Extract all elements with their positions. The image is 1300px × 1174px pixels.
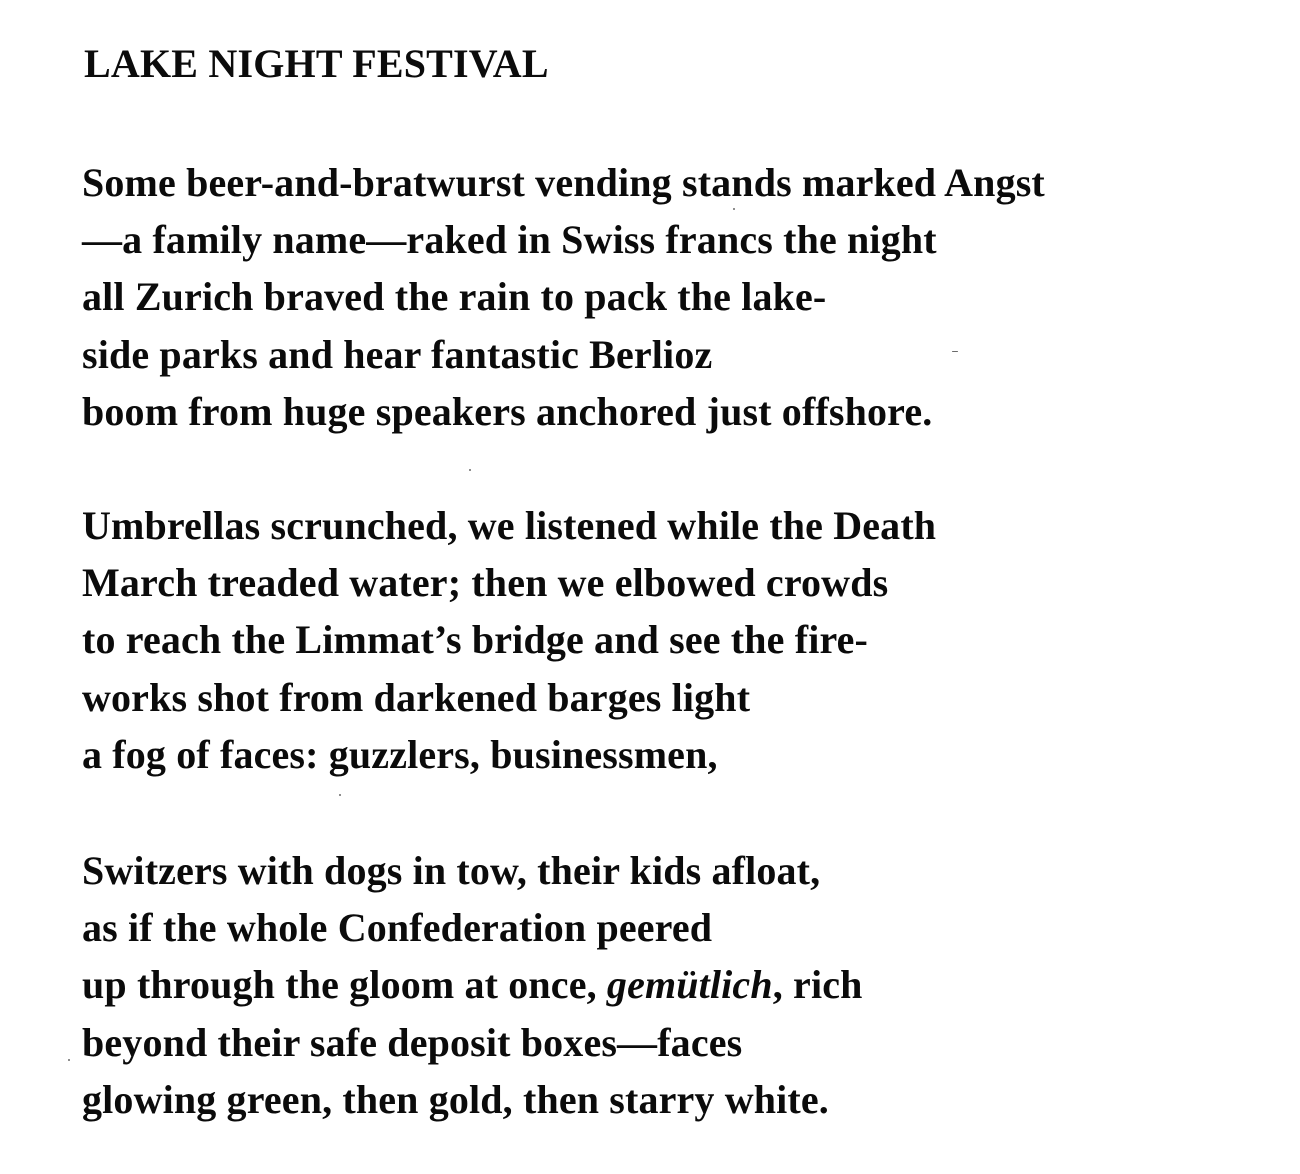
- italic-word: gemütlich: [606, 962, 773, 1008]
- scan-speck: [952, 351, 958, 352]
- poem-line: to reach the Limmat’s bridge and see the fire-: [82, 617, 869, 663]
- poem-line: Switzers with dogs in tow, their kids afloat,: [82, 848, 821, 893]
- poem-line: Umbrellas scrunched, we listened while the Death: [82, 503, 937, 548]
- line-text-after-italic: , rich: [772, 962, 863, 1008]
- line-text-before-italic: up through the gloom at once,: [82, 962, 607, 1008]
- poem-line: side parks and hear fantastic Berlioz: [82, 331, 713, 377]
- scan-speck: [733, 208, 735, 210]
- poem-line: as if the whole Confederation peered: [82, 905, 713, 951]
- stanza-1: [82, 154, 1045, 440]
- poem-line: March treaded water; then we elbowed crowds: [82, 560, 889, 606]
- scan-speck: [68, 1059, 70, 1061]
- poem-title: LAKE NIGHT FESTIVAL: [84, 41, 549, 86]
- poem-line: boom from huge speakers anchored just offshore.: [82, 388, 933, 434]
- poem-line: glowing green, then gold, then starry white.: [82, 1076, 829, 1122]
- stanza-3: [82, 842, 863, 1128]
- poem-line: all Zurich braved the rain to pack the lake-: [82, 274, 827, 320]
- poem-line: beyond their safe deposit boxes—faces: [82, 1019, 743, 1065]
- poem-line: a fog of faces: guzzlers, businessmen,: [82, 731, 718, 777]
- scan-speck: [339, 794, 341, 796]
- scan-speck: [469, 469, 471, 471]
- poem-line: works shot from darkened barges light: [82, 674, 751, 720]
- stanza-2: [82, 497, 936, 783]
- poem-line: Some beer-and-bratwurst vending stands marked Angst: [82, 160, 1045, 205]
- poem-line: —a family name—raked in Swiss francs the night: [82, 217, 937, 263]
- poem-line-with-italic: [82, 956, 863, 1013]
